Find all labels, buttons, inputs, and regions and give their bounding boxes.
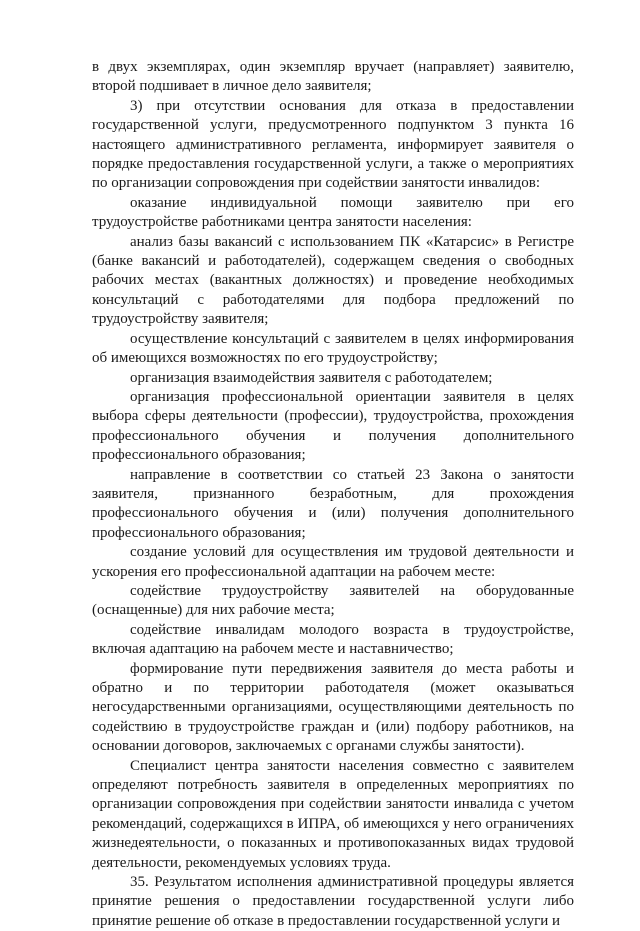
paragraph-employer-interaction: организация взаимодействия заявителя с работодателем; <box>130 369 493 386</box>
paragraph-item-35: 35. Результатом исполнения административной процедуры является принятие решения о предоставлении государственной услуги либо принятие решение об отказе в предоставлении государственной услуги и <box>92 874 574 929</box>
paragraph-young-disabled: содействие инвалидам молодого возраста в трудоустройстве, включая адаптацию на рабочем месте и наставничество; <box>92 621 574 658</box>
paragraph-vacancy-analysis: анализ базы вакансий с использованием ПК «Катарсис» в Регистре (банке вакансий и работодателей), содержащем сведения о свободных рабочих местах (вакантных должностях) и проведение необходимых консультаций с работодателями для подбора предложений по трудоустройству заявителя; <box>92 233 574 328</box>
paragraph-individual-assistance: оказание индивидуальной помощи заявителю при его трудоустройстве работниками центра занятости населения: <box>92 194 574 231</box>
paragraph-work-conditions: создание условий для осуществления им трудовой деятельности и ускорения его профессиональной адаптации на рабочем месте: <box>92 544 574 580</box>
paragraph-item-3: 3) при отсутствии основания для отказа в предоставлении государственной услуги, предусмотренного подпунктом 3 пункта 16 настоящего административного регламента, информирует заявителя о порядке предоставления государственной услуги, а также о мероприятиях по организации сопровождения при содействии занятости инвалидов: <box>92 97 574 192</box>
paragraph-referral-article-23: направление в соответствии со статьей 23 Закона о занятости заявителя, признанного безработным, для прохождения профессионального обучения и (или) получения дополнительного профессионального образования; <box>92 466 574 541</box>
paragraph-continuation: в двух экземплярах, один экземпляр вручает (направляет) заявителю, второй подшивает в личное дело заявителя; <box>92 59 574 95</box>
paragraph-route-formation: формирование пути передвижения заявителя до места работы и обратно и по территории работодателя (может оказываться негосударственными организациями, осуществляющими деятельность по содействию в трудоустройстве граждан и (или) подбору работников, на основании договоров, заключаемых с органами службы занятости). <box>92 660 574 755</box>
paragraph-consultations: осуществление консультаций с заявителем в целях информирования об имеющихся возможностях по его трудоустройству; <box>92 330 574 367</box>
paragraph-specialist: Специалист центра занятости населения совместно с заявителем определяют потребность заявителя в определенных мероприятиях по организации сопровождения при содействии занятости инвалида с учетом рекомендаций, содержащихся в ИПРА, об имеющихся у него ограничениях жизнедеятельности, о показанных и противопоказанных видах трудовой деятельности, рекомендуемых условиях труда. <box>92 757 574 871</box>
document-body <box>92 58 574 931</box>
paragraph-professional-orientation: организация профессиональной ориентации заявителя в целях выбора сферы деятельности (профессии), трудоустройства, прохождения профессионального обучения и получения дополнительного профессионального образования; <box>92 388 574 464</box>
paragraph-equipped-workplaces: содействие трудоустройству заявителей на оборудованные (оснащенные) для них рабочие места; <box>92 582 574 619</box>
